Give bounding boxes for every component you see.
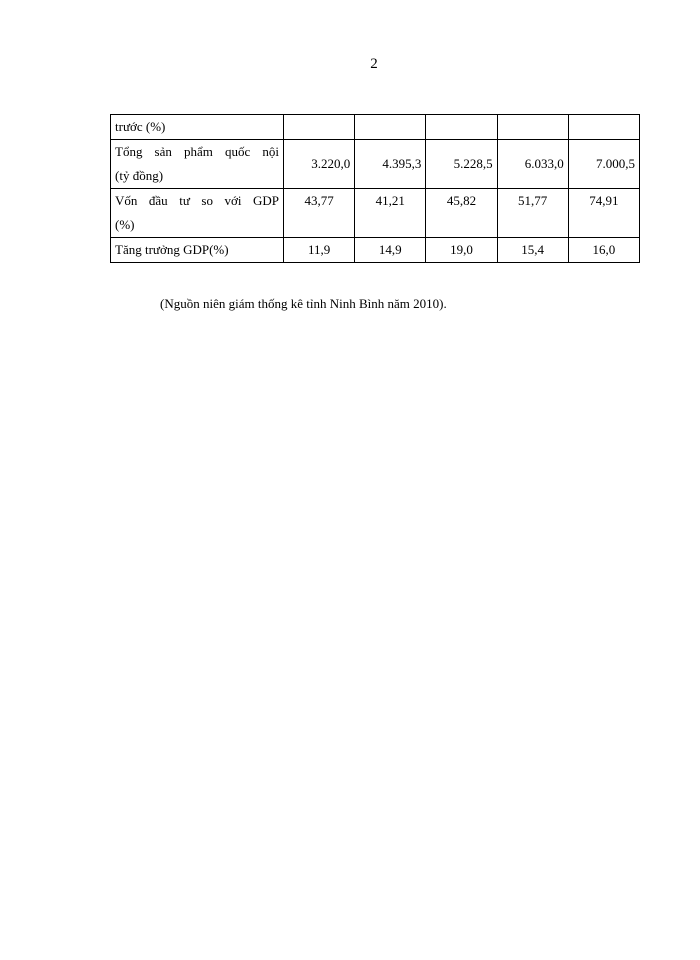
row-label-text: Tăng trưởng GDP(%) xyxy=(115,242,229,257)
table-cell: 15,4 xyxy=(497,238,568,263)
table-row xyxy=(111,140,640,189)
table-cell xyxy=(568,115,639,140)
table-cell xyxy=(497,115,568,140)
row-label xyxy=(111,115,284,140)
table-cell xyxy=(426,115,497,140)
statistics-table xyxy=(110,114,640,263)
table-cell: 45,82 xyxy=(426,189,497,238)
table-cell: 43,77 xyxy=(284,189,355,238)
source-note: (Nguồn niên giám thống kê tỉnh Ninh Bình năm 2010). xyxy=(160,296,447,311)
table-cell xyxy=(355,115,426,140)
row-label-text: trước (%) xyxy=(115,119,166,134)
table-cell: 19,0 xyxy=(426,238,497,263)
row-label-text-2: (%) xyxy=(115,217,135,232)
row-label xyxy=(111,238,284,263)
table-row xyxy=(111,238,640,263)
table-cell: 7.000,5 xyxy=(568,140,639,189)
table-cell: 6.033,0 xyxy=(497,140,568,189)
table-cell: 5.228,5 xyxy=(426,140,497,189)
table-row xyxy=(111,115,640,140)
table-cell: 16,0 xyxy=(568,238,639,263)
row-label-text-2: (tỷ đồng) xyxy=(115,168,164,183)
row-label xyxy=(111,189,284,238)
table-row xyxy=(111,189,640,238)
table-cell: 3.220,0 xyxy=(284,140,355,189)
row-label-text: Vốn đầu tư so với GDP xyxy=(115,193,279,208)
table-cell: 51,77 xyxy=(497,189,568,238)
table-cell xyxy=(284,115,355,140)
table-cell: 41,21 xyxy=(355,189,426,238)
page-number: 2 xyxy=(370,56,378,72)
row-label-text: Tổng sản phẩm quốc nội xyxy=(115,144,279,159)
table-cell: 14,9 xyxy=(355,238,426,263)
table-cell: 74,91 xyxy=(568,189,639,238)
table-cell: 11,9 xyxy=(284,238,355,263)
table-cell: 4.395,3 xyxy=(355,140,426,189)
row-label xyxy=(111,140,284,189)
